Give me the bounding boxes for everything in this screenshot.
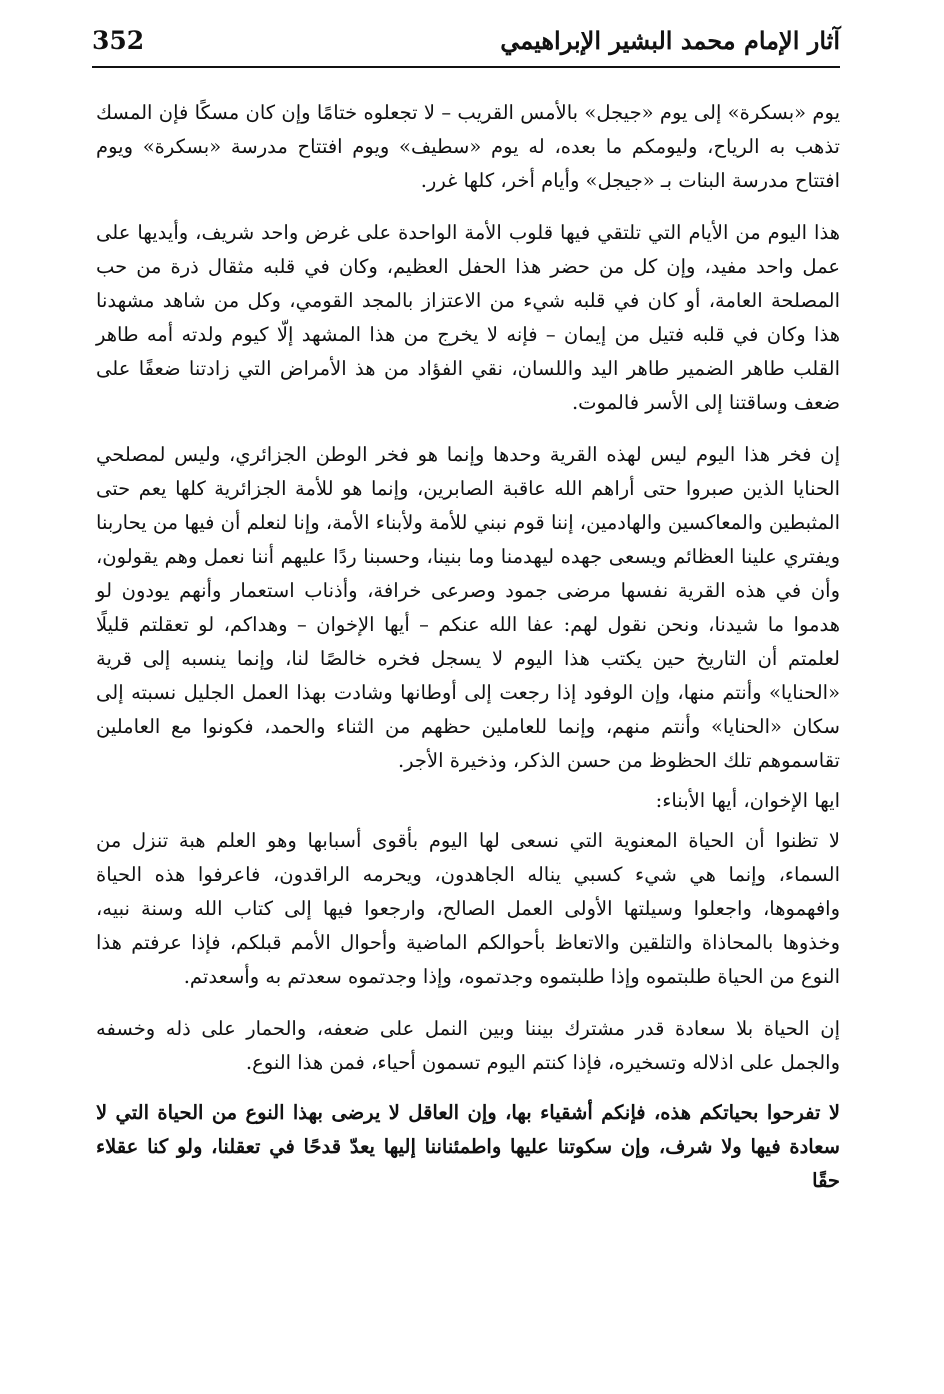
paragraph-address: ايها الإخوان، أيها الأبناء: [655,789,840,812]
paragraph-7: لا تفرحوا بحياتكم هذه، فإنكم أشقياء بها، وإن العاقل لا يرضى بهذا النوع من الحياة التي لا سعادة فيها ولا شرف، وإن سكوتنا عليها واطمئناننا إليها يعدّ قدحًا في تعقلنا، ولو كنا عقلاء حقًا [96,1101,840,1192]
page-body [96,96,840,1198]
page-number: 352 [92,26,145,55]
header-rule [92,66,840,68]
paragraph-6: إن الحياة بلا سعادة قدر مشترك بيننا وبين النمل على ضعفه، والحمار على ذله وخسفه والجمل على اذلاله وتسخيره، فإذا كنتم اليوم تسمون أحياء، فمن هذا النوع. [96,1017,840,1074]
running-title: آثار الإمام محمد البشير الإبراهيمي [500,26,840,55]
page-header [92,22,840,66]
paragraph-3: إن فخر هذا اليوم ليس لهذه القرية وحدها وإنما هو فخر الوطن الجزائري، وليس لمصلحي الحنايا الذين صبروا حتى أراهم الله عاقبة الصابرين، وإنما هو للأمة الجزائرية كلها يعم حتى المثبطين والمعاكسين والهادمين، إننا قوم نبني للأمة ولأبناء الأمة، وإنا لنعلم أن فيها من يحاربنا ويفتري علينا العظائم ويسعى جهده ليهدمنا وما بنينا، وحسبنا ردًا عليهم أننا نعمل وهم يقولون، وأن في هذه القرية نفسها مرضى جمود وصرعى خرافة، وأذناب استعمار وأنهم يودون لو هدموا ما شيدنا، ونحن نقول لهم: عفا الله عنكم – أيها الإخوان – وهداكم، لو تعقلتم قليلًا لعلمتم أن التاريخ حين يكتب هذا اليوم لا يسجل فخره خالصًا لنا، وإنما ينسبه إلى قرية «الحنايا» وأنتم منها، وإن الوفود إذا رجعت إلى أوطانها وشادت بهذا العمل الجليل نسبته إلى سكان «الحنايا» وأنتم منهم، وإنما للعاملين حظهم من الثناء والحمد، فكونوا مع العاملين تقاسموهم تلك الحظوظ من حسن الذكر، وذخيرة الأجر. [96,443,840,772]
paragraph-2: هذا اليوم من الأيام التي تلتقي فيها قلوب الأمة الواحدة على غرض واحد شريف، وأيديها على عمل واحد مفيد، وإن كل من حضر هذا الحفل العظيم، وكان في قلبه مثقال ذرة من حب المصلحة العامة، أو كان في قلبه شيء من الاعتزاز بالمجد القومي، وكل من شاهد مشهدنا هذا وكان في قلبه فتيل من إيمان – فإنه لا يخرج من هذا المشهد إلّا كيوم ولدته أمه طاهر القلب طاهر الضمير طاهر اليد واللسان، نقي الفؤاد من هذ الأمراض التي زادتنا ضعفًا على ضعف وساقتنا إلى الأسر فالموت. [96,221,840,414]
paragraph-5: لا تظنوا أن الحياة المعنوية التي نسعى لها اليوم بأقوى أسبابها وهو العلم هبة تنزل من السماء، وإنما هي شيء كسبي يناله الجاهدون، ويحرمه الراقدون، فاعرفوا هذه الحياة وافهموها، واجعلوا وسيلتها الأولى العمل الصالح، وارجعوا فيها إلى كتاب الله وسنة نبيه، وخذوها بالمحاذاة والتلقين والاتعاظ بأحوالكم الماضية وأحوال الأمم قبلكم، فإذا عرفتم هذا النوع من الحياة طلبتموه وإذا طلبتموه وجدتموه، وإذا وجدتموه سعدتم به وأسعدتم. [96,829,840,988]
paragraph-1: يوم «بسكرة» إلى يوم «جيجل» بالأمس القريب – لا تجعلوه ختامًا وإن كان مسكًا فإن المسك تذهب به الرياح، وليومكم ما بعده، له يوم «سطيف» ويوم افتتاح مدرسة «بسكرة» ويوم افتتاح مدرسة البنات بـ «جيجل» وأيام أخر، كلها غرر. [96,101,840,192]
